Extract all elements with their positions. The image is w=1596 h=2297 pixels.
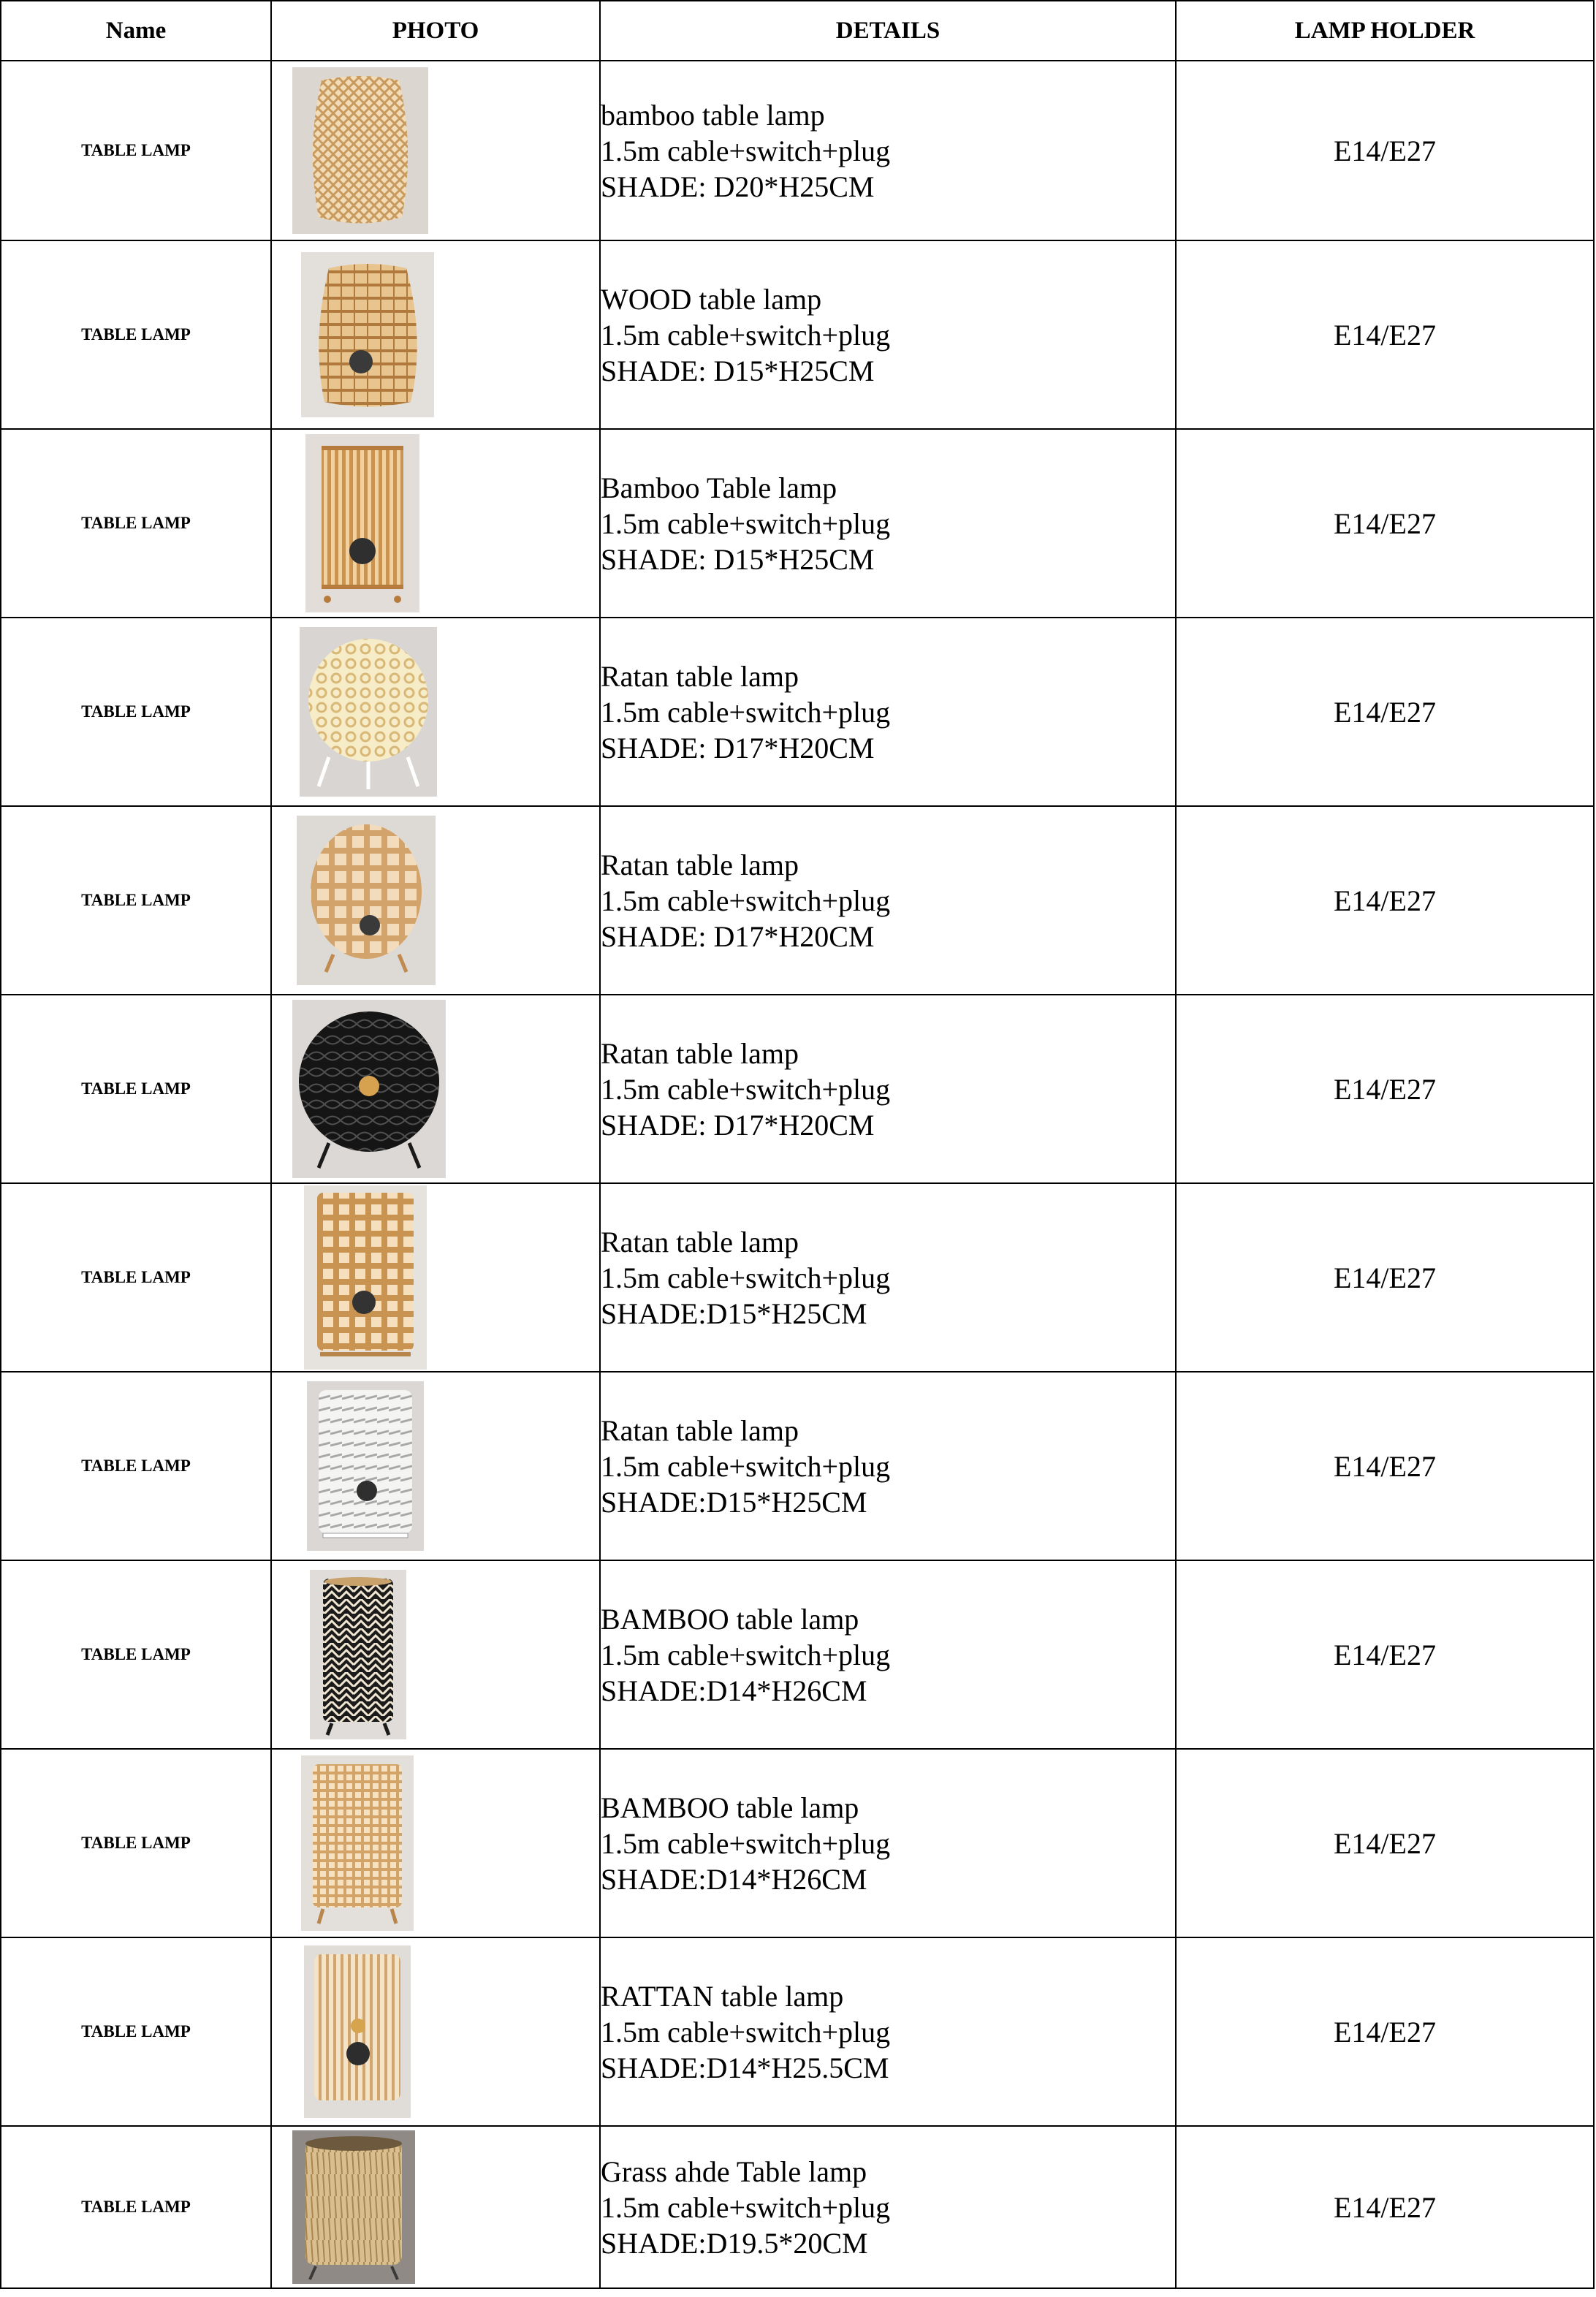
rattan-globe-lamp-photo [300, 627, 437, 797]
black-bamboo-cylinder-lamp-photo [310, 1570, 406, 1739]
product-cable: 1.5m cable+switch+plug [601, 1449, 891, 1483]
lamp-holder: E14/E27 [1176, 1749, 1594, 1937]
product-name: TABLE LAMP [1, 618, 271, 806]
product-shade: SHADE: D15*H25CM [601, 542, 875, 576]
lamp-holder: E14/E27 [1176, 240, 1594, 429]
lamp-holder: E14/E27 [1176, 2126, 1594, 2288]
rattan-globe-lamp-photo [297, 816, 436, 985]
product-cable: 1.5m cable+switch+plug [601, 1261, 891, 1294]
product-cable: 1.5m cable+switch+plug [601, 2015, 891, 2049]
product-shade: SHADE: D20*H25CM [601, 170, 875, 203]
table-row [1, 429, 1594, 618]
product-shade: SHADE:D19.5*20CM [601, 2226, 868, 2260]
product-name: TABLE LAMP [1, 995, 271, 1183]
product-title: BAMBOO table lamp [601, 1791, 859, 1824]
product-shade: SHADE:D14*H26CM [601, 1674, 867, 1707]
table-row [1, 1372, 1594, 1560]
product-title: Bamboo Table lamp [601, 471, 837, 504]
lamp-holder: E14/E27 [1176, 1183, 1594, 1372]
product-shade: SHADE: D17*H20CM [601, 1108, 875, 1142]
product-cable: 1.5m cable+switch+plug [601, 318, 891, 352]
table-row [1, 995, 1594, 1183]
product-title: BAMBOO table lamp [601, 1602, 859, 1636]
product-shade: SHADE:D14*H26CM [601, 1862, 867, 1896]
product-cable: 1.5m cable+switch+plug [601, 506, 891, 540]
lamp-holder: E14/E27 [1176, 429, 1594, 618]
lamp-holder: E14/E27 [1176, 806, 1594, 995]
product-cable: 1.5m cable+switch+plug [601, 695, 891, 729]
product-name: TABLE LAMP [1, 2126, 271, 2288]
product-shade: SHADE:D14*H25.5CM [601, 2051, 889, 2084]
rattan-cylinder-lamp-photo [304, 1185, 427, 1370]
product-cable: 1.5m cable+switch+plug [601, 1072, 891, 1106]
product-name: TABLE LAMP [1, 429, 271, 618]
lamp-holder: E14/E27 [1176, 618, 1594, 806]
product-title: Ratan table lamp [601, 848, 799, 881]
table-row [1, 1937, 1594, 2126]
product-cable: 1.5m cable+switch+plug [601, 1826, 891, 1860]
table-row [1, 1749, 1594, 1937]
product-name: TABLE LAMP [1, 61, 271, 240]
header-photo: PHOTO [271, 1, 600, 61]
header-details: DETAILS [600, 1, 1176, 61]
table-row [1, 2126, 1594, 2288]
product-title: Ratan table lamp [601, 659, 799, 693]
product-name: TABLE LAMP [1, 806, 271, 995]
bamboo-cylinder-lamp-photo [301, 1755, 414, 1931]
wood-cage-lamp-photo [301, 252, 434, 417]
black-rattan-globe-lamp-photo [292, 1000, 446, 1178]
product-shade: SHADE: D15*H25CM [601, 354, 875, 387]
lamp-holder: E14/E27 [1176, 61, 1594, 240]
header-name: Name [1, 1, 271, 61]
white-rattan-cylinder-lamp-photo [307, 1381, 424, 1551]
product-name: TABLE LAMP [1, 1749, 271, 1937]
product-title: Ratan table lamp [601, 1225, 799, 1258]
product-cable: 1.5m cable+switch+plug [601, 2190, 891, 2224]
product-name: TABLE LAMP [1, 1183, 271, 1372]
product-name: TABLE LAMP [1, 1937, 271, 2126]
product-title: Ratan table lamp [601, 1036, 799, 1070]
grass-shade-lamp-photo [292, 2130, 415, 2284]
product-name: TABLE LAMP [1, 240, 271, 429]
bamboo-slat-lamp-photo [305, 434, 419, 612]
product-shade: SHADE: D17*H20CM [601, 731, 875, 764]
table-row [1, 1183, 1594, 1372]
product-cable: 1.5m cable+switch+plug [601, 134, 891, 167]
table-row [1, 618, 1594, 806]
product-title: Grass ahde Table lamp [601, 2154, 867, 2188]
lamp-holder: E14/E27 [1176, 1937, 1594, 2126]
product-name: TABLE LAMP [1, 1560, 271, 1749]
product-cable: 1.5m cable+switch+plug [601, 884, 891, 917]
table-row [1, 240, 1594, 429]
header-lamp-holder: LAMP HOLDER [1176, 1, 1594, 61]
product-title: bamboo table lamp [601, 98, 825, 132]
product-title: Ratan table lamp [601, 1413, 799, 1447]
product-title: RATTAN table lamp [601, 1979, 844, 2013]
lamp-holder: E14/E27 [1176, 1560, 1594, 1749]
lamp-holder: E14/E27 [1176, 995, 1594, 1183]
product-title: WOOD table lamp [601, 282, 822, 316]
product-name: TABLE LAMP [1, 1372, 271, 1560]
rattan-slat-cylinder-lamp-photo [304, 1945, 411, 2118]
table-row [1, 806, 1594, 995]
table-row [1, 1560, 1594, 1749]
product-cable: 1.5m cable+switch+plug [601, 1638, 891, 1671]
product-shade: SHADE: D17*H20CM [601, 919, 875, 953]
product-shade: SHADE:D15*H25CM [601, 1485, 867, 1519]
bamboo-woven-lamp-photo [292, 67, 428, 234]
lamp-holder: E14/E27 [1176, 1372, 1594, 1560]
table-row [1, 61, 1594, 240]
product-shade: SHADE:D15*H25CM [601, 1296, 867, 1330]
header-row [1, 1, 1594, 61]
